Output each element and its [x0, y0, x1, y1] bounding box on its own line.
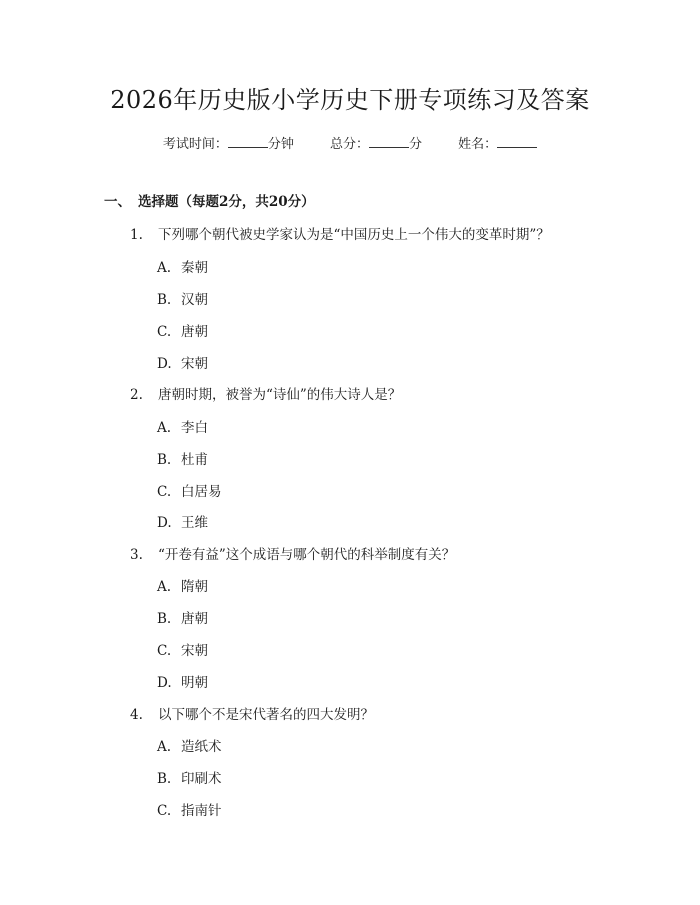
option-1a: [157, 256, 208, 276]
exam-time-unit: 分钟: [267, 137, 294, 152]
option-1c: [157, 320, 208, 340]
question-3: [130, 543, 455, 563]
option-letter: C.: [157, 643, 172, 659]
question-1: [130, 223, 550, 243]
exam-time-blank: [228, 135, 268, 148]
section-title: 选择题（每题2分，共20分）: [138, 194, 315, 210]
question-text: 下列哪个朝代被史学家认为是“中国历史上一个伟大的变革时期”？: [158, 227, 550, 243]
option-4c: [157, 799, 222, 819]
option-text: 秦朝: [181, 260, 208, 276]
question-number: 4.: [130, 707, 143, 723]
option-1b: [157, 288, 208, 308]
total-score-label: 总分：: [329, 137, 369, 152]
option-text: 唐朝: [181, 324, 208, 340]
question-number: 2.: [130, 387, 143, 403]
option-letter: A.: [157, 260, 172, 276]
option-3d: [157, 671, 208, 691]
option-letter: A.: [157, 739, 172, 755]
option-text: 汉朝: [181, 292, 208, 308]
student-name-field: [458, 137, 537, 152]
option-letter: D.: [157, 515, 172, 531]
option-text: 造纸术: [181, 739, 222, 755]
option-text: 杜甫: [181, 452, 208, 468]
option-text: 隋朝: [181, 579, 208, 595]
question-number: 3.: [130, 547, 143, 563]
option-text: 白居易: [181, 484, 222, 500]
option-2b: [157, 448, 208, 468]
option-text: 李白: [181, 420, 208, 436]
option-letter: C.: [157, 803, 172, 819]
student-name-blank: [497, 135, 537, 148]
option-3a: [157, 575, 208, 595]
option-letter: D.: [157, 356, 172, 372]
option-letter: A.: [157, 579, 172, 595]
section-number: 一、: [104, 194, 131, 210]
question-text: 以下哪个不是宋代著名的四大发明？: [158, 707, 374, 723]
option-2a: [157, 416, 208, 436]
option-2d: [157, 511, 208, 531]
question-number: 1.: [130, 227, 143, 243]
option-text: 王维: [181, 515, 208, 531]
option-text: 宋朝: [181, 356, 208, 372]
question-text: “开卷有益”这个成语与哪个朝代的科举制度有关？: [158, 547, 456, 563]
option-letter: C.: [157, 324, 172, 340]
page-title: 2026年历史版小学历史下册专项练习及答案: [110, 86, 590, 114]
option-2c: [157, 480, 222, 500]
option-letter: C.: [157, 484, 172, 500]
section-heading: [104, 190, 315, 210]
option-3c: [157, 639, 208, 659]
question-2: [130, 383, 401, 403]
option-text: 印刷术: [181, 771, 222, 787]
option-letter: B.: [157, 292, 172, 308]
option-letter: B.: [157, 611, 172, 627]
total-score-field: [330, 137, 426, 152]
option-text: 指南针: [181, 803, 222, 819]
exam-time-field: [163, 137, 298, 152]
total-score-blank: [369, 135, 409, 148]
option-4b: [157, 767, 222, 787]
option-text: 明朝: [181, 675, 208, 691]
option-1d: [157, 352, 208, 372]
option-4a: [157, 735, 222, 755]
option-text: 宋朝: [181, 643, 208, 659]
option-letter: B.: [157, 452, 172, 468]
exam-info: [0, 133, 700, 152]
question-text: 唐朝时期，被誉为“诗仙”的伟大诗人是？: [158, 387, 402, 403]
option-3b: [157, 607, 208, 627]
option-text: 唐朝: [181, 611, 208, 627]
option-letter: B.: [157, 771, 172, 787]
option-letter: A.: [157, 420, 172, 436]
question-4: [130, 703, 374, 723]
total-score-unit: 分: [409, 137, 423, 152]
option-letter: D.: [157, 675, 172, 691]
exam-time-label: 考试时间：: [162, 137, 228, 152]
student-name-label: 姓名：: [458, 137, 498, 152]
